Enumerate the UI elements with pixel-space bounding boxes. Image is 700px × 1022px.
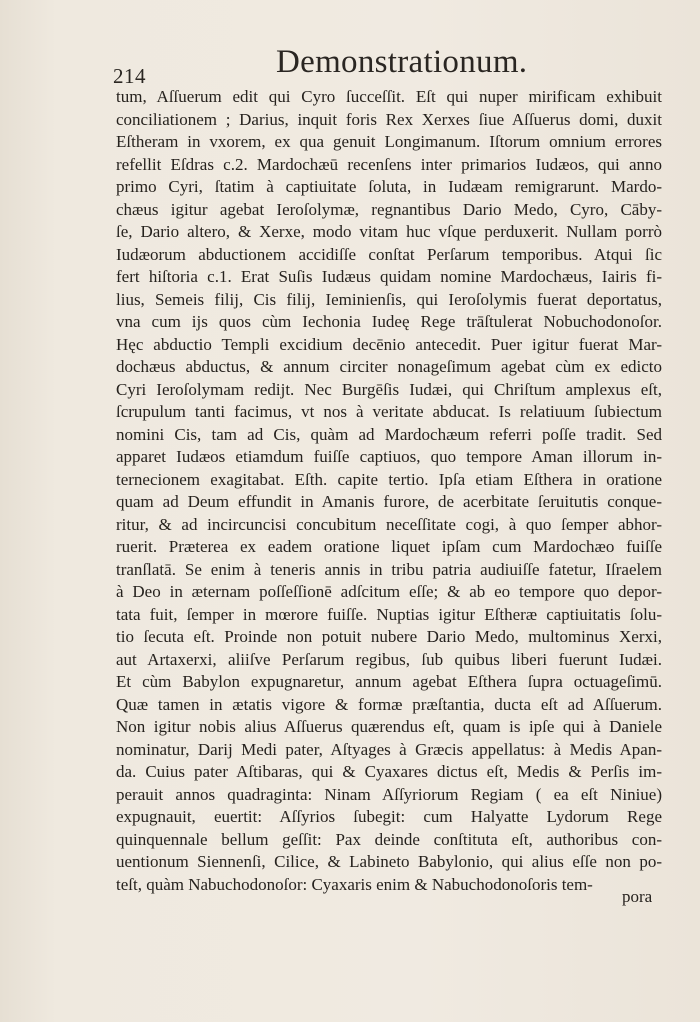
text-line: ruerit. Præterea ex eadem oratione liquet ipſam cum Mardochæo fuiſſe bbox=[116, 537, 662, 556]
text-line: primo Cyri, ſtatim à captiuitate ſoluta, in Iudæam remigrarunt. Mardo- bbox=[116, 177, 662, 196]
page-number: 214 bbox=[113, 64, 146, 88]
catchword: pora bbox=[622, 887, 653, 906]
text-line: Non igitur nobis alius Aſſuerus quærendus eſt, quam is ipſe qui à Daniele bbox=[116, 717, 662, 736]
text-line: perauit annos quadraginta: Ninam Aſſyriorum Regiam ( ea eſt Niniue) bbox=[116, 784, 662, 804]
text-line: tranſlatā. Se enim à teneris annis in tribu patria audiuiſſe fatetur, Iſraelem bbox=[116, 559, 662, 579]
body-text bbox=[116, 86, 662, 896]
text-line: Quæ tamen in ætatis vigore & formæ præſtantia, ducta eſt ad Aſſuerum. bbox=[116, 694, 662, 714]
text-line: ſcrupulum tanti facimus, vt nos à veritate abducat. Is relatiuum ſubiectum bbox=[116, 402, 662, 421]
text-line: expugnauit, euertit: Aſſyrios ſubegit: cum Halyatte Lydorum Rege bbox=[116, 807, 662, 826]
text-line: Cyri Ieroſolymam redijt. Nec Burgēſis Iudæi, qui Chriſtum amplexus eſt, bbox=[116, 379, 662, 399]
text-line: Et cùm Babylon expugnaretur, annum agebat Eſthera ſupra octuageſimū. bbox=[116, 672, 662, 691]
text-line: teſt, quàm Nabuchodonoſor: Cyaxaris enim & Nabuchodonoſoris tem- bbox=[116, 874, 593, 894]
text-line: tum, Aſſuerum edit qui Cyro ſucceſſit. Eſt qui nuper mirificam exhibuit bbox=[116, 87, 662, 106]
text-line: conciliationem ; Darius, inquit foris Rex Xerxes ſiue Aſſuerus domi, duxit bbox=[116, 109, 662, 129]
text-line: tio ſecuta eſt. Proinde non potuit nubere Dario Medo, multominus Xerxi, bbox=[116, 627, 662, 646]
text-line: fert hiſtoria c.1. Erat Suſis Iudæus quidam nomine Mardochæus, Iairis fi- bbox=[116, 267, 662, 286]
text-line: vna cum ijs quos cùm Iechonia Iudeę Rege trāſtulerat Nobuchodonoſor. bbox=[116, 312, 662, 331]
text-line: aut Artaxerxi, aliiſve Perſarum regibus, ſub quibus liberi fuerunt Iudæi. bbox=[116, 649, 662, 669]
text-line: refellit Eſdras c.2. Mardochæū recenſens inter primarios Iudæos, qui anno bbox=[116, 154, 662, 174]
text-line: dochæus abductus, & annum circiter nonageſimum agebat cùm ex edicto bbox=[116, 357, 662, 376]
text-line: quam ad Deum effundit in Amanis furore, de acerbitate ſeruitutis conque- bbox=[116, 492, 662, 511]
text-line: Hęc abductio Templi excidium decēnio antecedit. Puer igitur fuerat Mar- bbox=[116, 334, 662, 354]
text-line: ritur, & ad incircuncisi concubitum neceſſitate cogi, à quo ſemper abhor- bbox=[116, 514, 662, 534]
text-line: Iudæorum abductionem accidiſſe conſtat Perſarum temporibus. Atqui ſic bbox=[116, 244, 662, 264]
text-line: Eſtheram in vxorem, ex qua genuit Longimanum. Iſtorum omnium errores bbox=[116, 132, 662, 151]
text-line: chæus igitur agebat Ieroſolymæ, regnantibus Dario Medo, Cyro, Cāby- bbox=[116, 199, 662, 219]
text-line: tata fuit, ſemper in mœrore fuiſſe. Nuptias igitur Eſtheræ captiuitatis ſolu- bbox=[116, 604, 662, 624]
text-line: lius, Semeis filij, Cis filij, Ieminienſis, qui Ieroſolymis fuerat deportatus, bbox=[116, 289, 662, 309]
running-title: Demonstrationum. bbox=[276, 44, 528, 80]
text-line: apparet Iudæos etiamdum fuiſſe captiuos, quo tempore Aman illorum in- bbox=[116, 447, 662, 466]
text-line: ternecionem exagitabat. Eſth. capite tertio. Ipſa etiam Eſthera in oratione bbox=[116, 469, 662, 489]
text-line: à Deo in æternam poſſeſſionē adſcitum eſſe; & ab eo tempore quo depor- bbox=[116, 582, 662, 601]
text-line: nominatur, Darij Medi pater, Aſtyages à Græcis appellatus: à Medis Apan- bbox=[116, 739, 662, 759]
text-line: quinquennale bellum geſſit: Pax deinde conſtituta eſt, authoribus con- bbox=[116, 829, 662, 849]
text-line: ſe, Dario altero, & Xerxe, modo vitam huc vſque perduxerit. Nullam porrò bbox=[116, 222, 662, 241]
text-line: uentionum Siennenſi, Cilice, & Labineto Babylonio, qui alius eſſe non po- bbox=[116, 852, 662, 871]
text-line: da. Cuius pater Aſtibaras, qui & Cyaxares dictus eſt, Medis & Perſis im- bbox=[116, 762, 662, 781]
text-line: nomini Cis, tam ad Cis, quàm ad Mardochæum referri poſſe tradit. Sed bbox=[116, 424, 662, 444]
